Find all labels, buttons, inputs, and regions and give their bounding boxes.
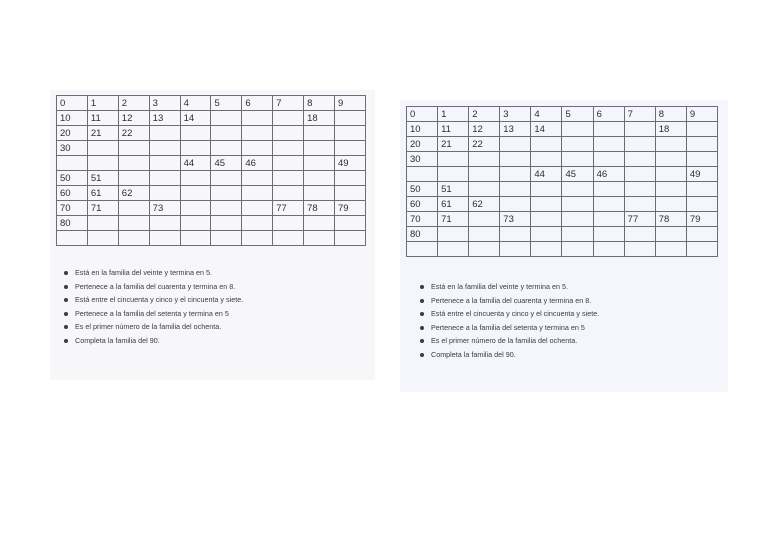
grid-cell (57, 156, 88, 171)
grid-row (57, 156, 366, 171)
grid-cell (273, 156, 304, 171)
grid-cell: 73 (500, 212, 531, 227)
grid-cell: 71 (438, 212, 469, 227)
bullet-icon (64, 312, 68, 316)
instruction-item (420, 294, 599, 308)
grid-cell: 50 (57, 171, 88, 186)
grid-cell (57, 231, 88, 246)
grid-cell (469, 227, 500, 242)
grid-cell (87, 156, 118, 171)
grid-row (57, 126, 366, 141)
grid-cell: 71 (87, 201, 118, 216)
grid-cell (242, 216, 273, 231)
grid-cell (335, 216, 366, 231)
grid-cell (438, 152, 469, 167)
grid-cell (87, 141, 118, 156)
grid-cell (335, 141, 366, 156)
grid-cell: 4 (531, 107, 562, 122)
grid-cell (180, 201, 211, 216)
grid-cell (211, 216, 242, 231)
grid-cell: 13 (149, 111, 180, 126)
grid-row (407, 137, 718, 152)
grid-row (57, 171, 366, 186)
grid-cell: 77 (624, 212, 655, 227)
grid-cell (624, 182, 655, 197)
grid-cell (624, 242, 655, 257)
grid-cell (686, 227, 717, 242)
grid-cell (438, 227, 469, 242)
grid-cell: 8 (655, 107, 686, 122)
grid-cell (273, 186, 304, 201)
grid-cell (624, 137, 655, 152)
grid-cell: 49 (686, 167, 717, 182)
grid-cell (335, 126, 366, 141)
grid-cell: 11 (87, 111, 118, 126)
grid-cell (273, 216, 304, 231)
grid-cell (407, 242, 438, 257)
instruction-list (420, 280, 599, 362)
grid-cell (500, 152, 531, 167)
grid-cell: 18 (304, 111, 335, 126)
grid-cell: 13 (500, 122, 531, 137)
grid-cell (211, 126, 242, 141)
grid-cell: 9 (686, 107, 717, 122)
grid-cell: 3 (500, 107, 531, 122)
grid-cell (655, 182, 686, 197)
grid-cell: 21 (438, 137, 469, 152)
grid-row (407, 107, 718, 122)
grid-cell: 6 (242, 96, 273, 111)
grid-cell: 79 (686, 212, 717, 227)
grid-cell (593, 122, 624, 137)
bullet-icon (64, 325, 68, 329)
grid-cell (149, 231, 180, 246)
grid-cell (335, 111, 366, 126)
grid-cell (149, 171, 180, 186)
grid-cell (87, 216, 118, 231)
grid-cell: 6 (593, 107, 624, 122)
grid-cell (118, 231, 149, 246)
grid-cell (593, 137, 624, 152)
grid-cell (562, 137, 593, 152)
grid-cell (624, 167, 655, 182)
grid-cell (242, 201, 273, 216)
bullet-icon (64, 285, 68, 289)
grid-cell: 11 (438, 122, 469, 137)
worksheet-copy-right (400, 100, 728, 392)
grid-cell (655, 167, 686, 182)
grid-cell (304, 216, 335, 231)
grid-cell (304, 186, 335, 201)
grid-cell: 50 (407, 182, 438, 197)
instruction-text: Pertenece a la familia del setenta y termina en 5 (431, 322, 585, 332)
grid-cell (180, 171, 211, 186)
grid-cell: 20 (407, 137, 438, 152)
grid-cell: 49 (335, 156, 366, 171)
grid-cell (531, 152, 562, 167)
grid-cell (180, 231, 211, 246)
grid-cell (273, 171, 304, 186)
instruction-item (420, 321, 599, 335)
grid-row (407, 167, 718, 182)
instruction-item (64, 320, 243, 334)
grid-cell (531, 182, 562, 197)
grid-cell: 22 (118, 126, 149, 141)
grid-cell (686, 182, 717, 197)
grid-cell: 10 (57, 111, 88, 126)
grid-row (57, 111, 366, 126)
grid-cell (562, 122, 593, 137)
grid-cell: 8 (304, 96, 335, 111)
instruction-item (420, 348, 599, 362)
grid-cell (531, 137, 562, 152)
grid-cell (118, 141, 149, 156)
grid-cell: 70 (407, 212, 438, 227)
grid-cell (686, 152, 717, 167)
grid-cell (335, 171, 366, 186)
grid-cell (655, 137, 686, 152)
grid-cell: 20 (57, 126, 88, 141)
grid-cell (593, 227, 624, 242)
grid-cell (562, 242, 593, 257)
grid-cell (242, 186, 273, 201)
grid-cell: 14 (180, 111, 211, 126)
grid-cell (624, 152, 655, 167)
grid-cell (655, 227, 686, 242)
grid-cell (211, 231, 242, 246)
grid-cell: 0 (57, 96, 88, 111)
grid-cell (686, 137, 717, 152)
grid-cell (438, 242, 469, 257)
grid-cell: 60 (57, 186, 88, 201)
grid-cell (273, 111, 304, 126)
grid-cell (211, 141, 242, 156)
grid-cell: 4 (180, 96, 211, 111)
instruction-text: Completa la familia del 90. (431, 349, 516, 359)
instruction-text: Pertenece a la familia del cuarenta y termina en 8. (431, 295, 592, 305)
bullet-icon (420, 353, 424, 357)
grid-row (57, 216, 366, 231)
grid-cell (335, 186, 366, 201)
grid-cell (562, 152, 593, 167)
grid-cell: 62 (118, 186, 149, 201)
grid-cell (242, 141, 273, 156)
instruction-text: Pertenece a la familia del setenta y termina en 5 (75, 308, 229, 318)
grid-cell (593, 212, 624, 227)
grid-cell (593, 152, 624, 167)
bullet-icon (420, 285, 424, 289)
instruction-list (64, 266, 243, 348)
grid-cell (87, 231, 118, 246)
grid-cell: 46 (242, 156, 273, 171)
grid-cell: 78 (655, 212, 686, 227)
grid-cell (500, 197, 531, 212)
grid-cell (407, 167, 438, 182)
grid-cell (242, 126, 273, 141)
grid-cell (593, 242, 624, 257)
grid-cell: 46 (593, 167, 624, 182)
grid-cell: 44 (531, 167, 562, 182)
grid-cell: 21 (87, 126, 118, 141)
grid-cell: 2 (118, 96, 149, 111)
grid-row (407, 122, 718, 137)
grid-cell: 18 (655, 122, 686, 137)
grid-cell (149, 186, 180, 201)
grid-cell (469, 182, 500, 197)
grid-cell (242, 171, 273, 186)
grid-row (407, 197, 718, 212)
grid-cell (304, 156, 335, 171)
grid-cell (180, 126, 211, 141)
grid-cell (149, 156, 180, 171)
grid-cell (655, 197, 686, 212)
grid-cell (180, 216, 211, 231)
grid-cell (118, 156, 149, 171)
grid-cell: 22 (469, 137, 500, 152)
bullet-icon (420, 326, 424, 330)
instruction-item (420, 307, 599, 321)
grid-cell (531, 242, 562, 257)
grid-cell (624, 122, 655, 137)
grid-cell (438, 167, 469, 182)
grid-row (57, 231, 366, 246)
grid-row (407, 152, 718, 167)
bullet-icon (64, 298, 68, 302)
grid-cell (242, 231, 273, 246)
grid-cell (686, 197, 717, 212)
grid-cell: 61 (87, 186, 118, 201)
grid-cell (500, 167, 531, 182)
grid-cell: 12 (118, 111, 149, 126)
grid-cell: 80 (57, 216, 88, 231)
grid-row (57, 141, 366, 156)
grid-cell (211, 201, 242, 216)
grid-cell (500, 137, 531, 152)
grid-cell (304, 171, 335, 186)
instruction-text: Es el primer número de la familia del ochenta. (75, 322, 222, 332)
grid-cell: 51 (87, 171, 118, 186)
worksheet-copy-left (50, 90, 375, 380)
instruction-item (64, 293, 243, 307)
bullet-icon (64, 339, 68, 343)
instruction-text: Está entre el cincuenta y cinco y el cincuenta y siete. (75, 295, 244, 305)
grid-cell (118, 171, 149, 186)
grid-cell: 51 (438, 182, 469, 197)
grid-cell (469, 242, 500, 257)
grid-cell: 0 (407, 107, 438, 122)
instruction-text: Es el primer número de la familia del ochenta. (431, 336, 578, 346)
grid-cell: 1 (87, 96, 118, 111)
grid-row (407, 242, 718, 257)
grid-cell (562, 227, 593, 242)
grid-cell (335, 231, 366, 246)
grid-cell (469, 167, 500, 182)
grid-cell: 5 (562, 107, 593, 122)
grid-cell: 14 (531, 122, 562, 137)
grid-cell (180, 186, 211, 201)
grid-cell (624, 197, 655, 212)
bullet-icon (420, 339, 424, 343)
grid-cell: 30 (407, 152, 438, 167)
grid-cell (500, 227, 531, 242)
grid-cell (242, 111, 273, 126)
grid-row (407, 182, 718, 197)
grid-cell (500, 242, 531, 257)
grid-cell: 12 (469, 122, 500, 137)
grid-cell: 45 (211, 156, 242, 171)
grid-cell (149, 141, 180, 156)
grid-cell: 2 (469, 107, 500, 122)
instruction-item (420, 280, 599, 294)
grid-cell: 45 (562, 167, 593, 182)
number-grid (56, 95, 366, 246)
grid-cell (531, 227, 562, 242)
grid-cell (655, 242, 686, 257)
grid-cell: 78 (304, 201, 335, 216)
grid-cell (149, 126, 180, 141)
instruction-item (64, 266, 243, 280)
instruction-item (64, 307, 243, 321)
grid-cell: 9 (335, 96, 366, 111)
grid-cell: 79 (335, 201, 366, 216)
grid-cell (273, 231, 304, 246)
instruction-text: Está en la familia del veinte y termina en 5. (75, 268, 213, 277)
grid-cell (211, 186, 242, 201)
grid-cell (304, 126, 335, 141)
grid-cell (469, 212, 500, 227)
grid-cell (562, 197, 593, 212)
grid-cell: 73 (149, 201, 180, 216)
grid-row (407, 227, 718, 242)
grid-cell (149, 216, 180, 231)
grid-cell: 77 (273, 201, 304, 216)
grid-cell (531, 212, 562, 227)
grid-cell: 1 (438, 107, 469, 122)
grid-cell (593, 182, 624, 197)
grid-cell (469, 152, 500, 167)
instruction-item (420, 334, 599, 348)
grid-row (57, 96, 366, 111)
grid-cell (500, 182, 531, 197)
grid-row (57, 201, 366, 216)
grid-cell: 80 (407, 227, 438, 242)
grid-cell (686, 242, 717, 257)
grid-cell (686, 122, 717, 137)
grid-cell (273, 141, 304, 156)
grid-cell (655, 152, 686, 167)
instruction-text: Pertenece a la familia del cuarenta y termina en 8. (75, 281, 236, 291)
grid-cell: 44 (180, 156, 211, 171)
instruction-text: Completa la familia del 90. (75, 335, 160, 345)
bullet-icon (64, 271, 68, 275)
grid-cell: 70 (57, 201, 88, 216)
grid-cell: 3 (149, 96, 180, 111)
grid-cell (562, 212, 593, 227)
grid-cell (211, 171, 242, 186)
grid-cell (273, 126, 304, 141)
grid-cell: 7 (624, 107, 655, 122)
grid-cell: 7 (273, 96, 304, 111)
bullet-icon (420, 299, 424, 303)
instruction-text: Está entre el cincuenta y cinco y el cincuenta y siete. (431, 309, 600, 319)
number-grid (406, 106, 718, 257)
instruction-text: Está en la familia del veinte y termina en 5. (431, 282, 569, 291)
grid-cell (180, 141, 211, 156)
grid-cell (624, 227, 655, 242)
grid-cell (118, 201, 149, 216)
grid-cell: 10 (407, 122, 438, 137)
grid-cell (304, 231, 335, 246)
grid-cell (562, 182, 593, 197)
grid-cell: 30 (57, 141, 88, 156)
grid-row (407, 212, 718, 227)
grid-row (57, 186, 366, 201)
grid-cell: 5 (211, 96, 242, 111)
grid-cell (304, 141, 335, 156)
grid-cell: 60 (407, 197, 438, 212)
grid-cell (531, 197, 562, 212)
grid-cell (211, 111, 242, 126)
bullet-icon (420, 312, 424, 316)
grid-cell (593, 197, 624, 212)
grid-cell: 62 (469, 197, 500, 212)
instruction-item (64, 280, 243, 294)
grid-cell (118, 216, 149, 231)
instruction-item (64, 334, 243, 348)
grid-cell: 61 (438, 197, 469, 212)
